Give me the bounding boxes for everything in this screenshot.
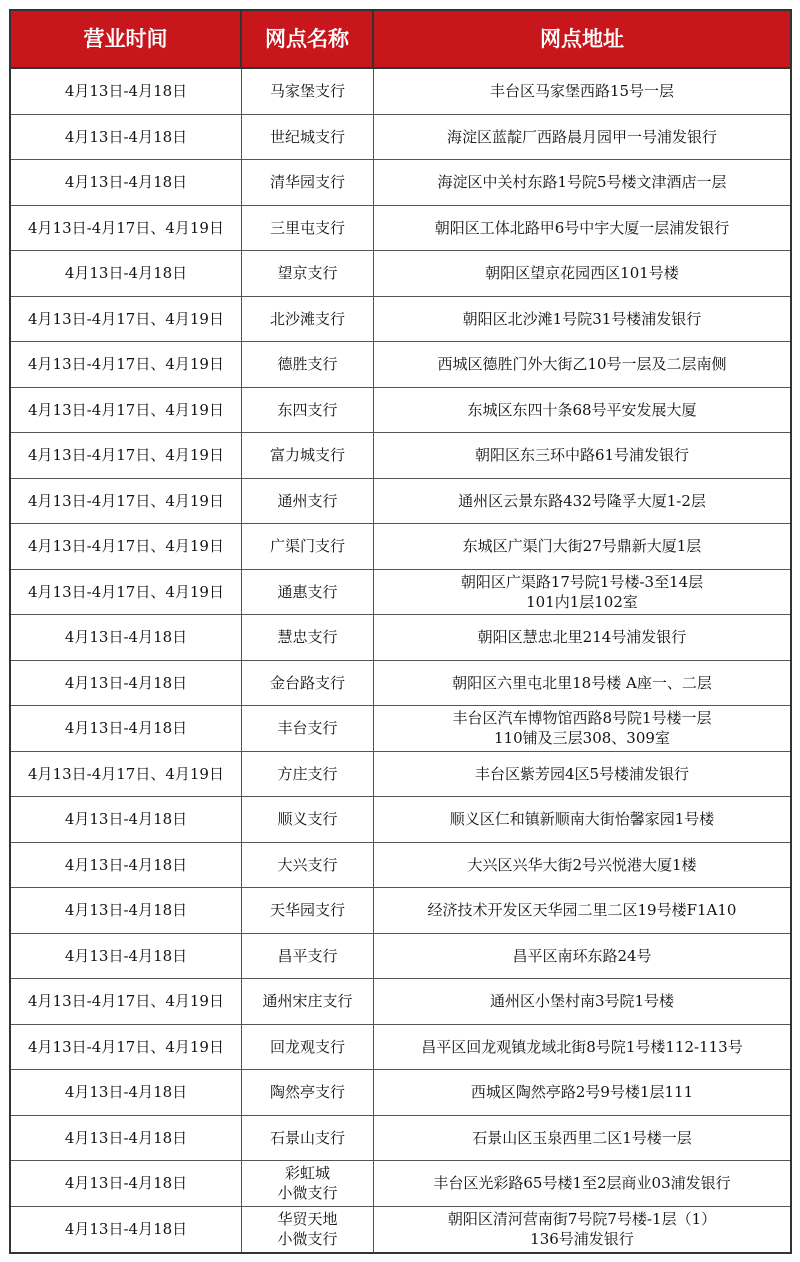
- table-row: [11, 388, 790, 434]
- row-address-cell: 朝阳区六里屯北里18号楼 A座一、二层: [452, 673, 712, 692]
- table-row: [11, 297, 790, 343]
- row-address-cell: 经济技术开发区天华园二里二区19号楼F1A10: [427, 901, 737, 920]
- row-address-cell: 朝阳区清河营南街7号院7号楼-1层（1） 136号浦发银行: [447, 1210, 717, 1249]
- header-hours: 营业时间: [11, 11, 242, 67]
- row-hours-cell: 4月13日-4月18日: [11, 661, 242, 706]
- table-row: [11, 160, 790, 206]
- row-branch-cell: 慧忠支行: [242, 615, 374, 660]
- row-hours-cell: 4月13日-4月18日: [11, 69, 242, 114]
- row-branch-cell: 世纪城支行: [242, 115, 374, 160]
- row-hours-cell: 4月13日-4月17日、4月19日: [11, 433, 242, 478]
- row-branch-cell: 广渠门支行: [242, 524, 374, 569]
- header-address: 网点地址: [540, 27, 624, 51]
- row-branch-cell: 马家堡支行: [242, 69, 374, 114]
- table-row: [11, 1116, 790, 1162]
- table-row: [11, 615, 790, 661]
- row-hours-cell: 4月13日-4月18日: [11, 160, 242, 205]
- row-address-cell: 丰台区紫芳园4区5号楼浦发银行: [474, 764, 690, 783]
- row-hours-cell: 4月13日-4月17日、4月19日: [11, 524, 242, 569]
- row-address-cell: 通州区小堡村南3号院1号楼: [489, 992, 675, 1011]
- row-hours-cell: 4月13日-4月17日、4月19日: [11, 388, 242, 433]
- row-hours-cell: 4月13日-4月18日: [11, 843, 242, 888]
- table-row: [11, 979, 790, 1025]
- row-hours-cell: 4月13日-4月17日、4月19日: [11, 342, 242, 387]
- row-address-cell: 朝阳区东三环中路61号浦发银行: [474, 446, 690, 465]
- table-row: [11, 69, 790, 115]
- row-hours-cell: 4月13日-4月18日: [11, 797, 242, 842]
- row-branch-cell: 清华园支行: [242, 160, 374, 205]
- row-branch-cell: 大兴支行: [242, 843, 374, 888]
- row-branch-cell: 回龙观支行: [242, 1025, 374, 1070]
- row-branch-cell: 顺义支行: [242, 797, 374, 842]
- row-branch-cell: 陶然亭支行: [242, 1070, 374, 1115]
- row-branch-cell: 德胜支行: [242, 342, 374, 387]
- row-address-cell: 海淀区蓝靛厂西路晨月园甲一号浦发银行: [446, 127, 717, 146]
- table-row: [11, 661, 790, 707]
- table-header: [11, 11, 790, 69]
- row-address-cell: 通州区云景东路432号隆孚大厦1-2层: [458, 491, 706, 510]
- row-address-cell: 西城区陶然亭路2号9号楼1层111: [470, 1083, 694, 1102]
- row-address-cell: 朝阳区北沙滩1号院31号楼浦发银行: [462, 309, 702, 328]
- row-hours-cell: 4月13日-4月18日: [11, 1116, 242, 1161]
- row-address-cell: 东城区广渠门大街27号鼎新大厦1层: [462, 537, 702, 556]
- row-address-cell: 朝阳区广渠路17号院1号楼-3至14层 101内1层102室: [460, 572, 704, 611]
- branch-schedule-table: [9, 9, 792, 1254]
- row-hours-cell: 4月13日-4月18日: [11, 115, 242, 160]
- row-hours-cell: 4月13日-4月18日: [11, 615, 242, 660]
- table-row: [11, 251, 790, 297]
- row-hours-cell: 4月13日-4月17日、4月19日: [11, 752, 242, 797]
- row-branch-cell: 富力城支行: [242, 433, 374, 478]
- row-hours-cell: 4月13日-4月17日、4月19日: [11, 1025, 242, 1070]
- row-branch-cell: 石景山支行: [242, 1116, 374, 1161]
- header-branch: 网点名称: [242, 11, 374, 67]
- table-body: [11, 69, 790, 1252]
- row-hours-cell: 4月13日-4月17日、4月19日: [11, 479, 242, 524]
- row-hours-cell: 4月13日-4月17日、4月19日: [11, 206, 242, 251]
- row-hours-cell: 4月13日-4月18日: [11, 1207, 242, 1253]
- row-branch-cell: 丰台支行: [242, 706, 374, 751]
- row-branch-cell: 天华园支行: [242, 888, 374, 933]
- table-row: [11, 524, 790, 570]
- row-hours-cell: 4月13日-4月18日: [11, 888, 242, 933]
- row-hours-cell: 4月13日-4月17日、4月19日: [11, 297, 242, 342]
- table-row: [11, 797, 790, 843]
- row-hours-cell: 4月13日-4月17日、4月19日: [11, 979, 242, 1024]
- row-address-cell: 大兴区兴华大街2号兴悦港大厦1楼: [467, 855, 697, 874]
- row-branch-cell: 北沙滩支行: [242, 297, 374, 342]
- row-address-cell: 石景山区玉泉西里二区1号楼一层: [472, 1128, 692, 1147]
- table-row: [11, 433, 790, 479]
- row-address-cell: 东城区东四十条68号平安发展大厦: [467, 400, 697, 419]
- row-address-cell: 朝阳区望京花园西区101号楼: [485, 264, 679, 283]
- table-row: [11, 888, 790, 934]
- row-address-cell: 顺义区仁和镇新顺南大街怡馨家园1号楼: [449, 810, 715, 829]
- table-row: [11, 570, 790, 616]
- row-address-cell: 朝阳区工体北路甲6号中宇大厦一层浦发银行: [434, 218, 730, 237]
- row-branch-cell: 彩虹城 小微支行: [242, 1161, 374, 1206]
- row-address-cell: 丰台区马家堡西路15号一层: [489, 82, 675, 101]
- row-branch-cell: 金台路支行: [242, 661, 374, 706]
- row-branch-cell: 华贸天地 小微支行: [242, 1207, 374, 1253]
- row-branch-cell: 三里屯支行: [242, 206, 374, 251]
- table-row: [11, 706, 790, 752]
- row-address-cell: 西城区德胜门外大街乙10号一层及二层南侧: [437, 355, 727, 374]
- table-row: [11, 1070, 790, 1116]
- row-hours-cell: 4月13日-4月18日: [11, 706, 242, 751]
- row-address-cell: 丰台区光彩路65号楼1至2层商业03浦发银行: [433, 1174, 731, 1193]
- row-branch-cell: 通州支行: [242, 479, 374, 524]
- row-address-cell: 丰台区汽车博物馆西路8号院1号楼一层 110铺及三层308、309室: [452, 709, 712, 748]
- row-hours-cell: 4月13日-4月17日、4月19日: [11, 570, 242, 615]
- row-branch-cell: 望京支行: [242, 251, 374, 296]
- table-row: [11, 1025, 790, 1071]
- row-address-cell: 昌平区回龙观镇龙域北街8号院1号楼112-113号: [421, 1037, 743, 1056]
- row-hours-cell: 4月13日-4月18日: [11, 1070, 242, 1115]
- row-hours-cell: 4月13日-4月18日: [11, 934, 242, 979]
- table-row: [11, 479, 790, 525]
- table-row: [11, 752, 790, 798]
- row-branch-cell: 通惠支行: [242, 570, 374, 615]
- table-row: [11, 115, 790, 161]
- table-row: [11, 342, 790, 388]
- row-branch-cell: 昌平支行: [242, 934, 374, 979]
- table-row: [11, 934, 790, 980]
- table-row: [11, 1207, 790, 1253]
- row-branch-cell: 通州宋庄支行: [242, 979, 374, 1024]
- table-row: [11, 1161, 790, 1207]
- table-row: [11, 206, 790, 252]
- row-branch-cell: 方庄支行: [242, 752, 374, 797]
- row-hours-cell: 4月13日-4月18日: [11, 1161, 242, 1206]
- row-hours-cell: 4月13日-4月18日: [11, 251, 242, 296]
- row-branch-cell: 东四支行: [242, 388, 374, 433]
- table-row: [11, 843, 790, 889]
- row-address-cell: 朝阳区慧忠北里214号浦发银行: [477, 628, 687, 647]
- row-address-cell: 昌平区南环东路24号: [512, 946, 652, 965]
- row-address-cell: 海淀区中关村东路1号院5号楼文津酒店一层: [437, 173, 727, 192]
